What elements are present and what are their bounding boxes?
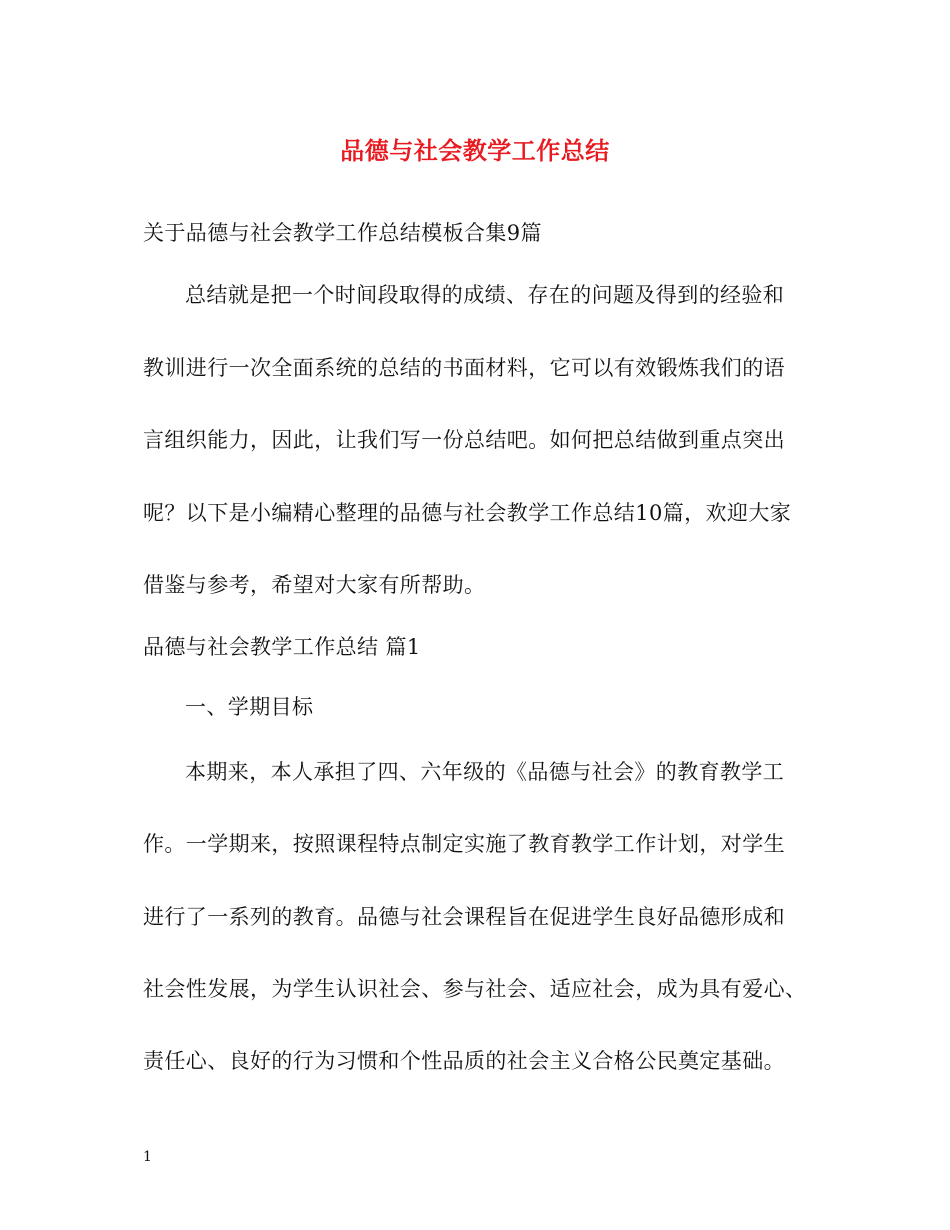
intro-line-4: 呢？以下是小编精心整理的品德与社会教学工作总结10篇，欢迎大家 [143, 501, 792, 525]
body-line-2: 作。一学期来，按照课程特点制定实施了教育教学工作计划，对学生 [143, 832, 785, 856]
intro-line-3: 言组织能力，因此，让我们写一份总结吧。如何把总结做到重点突出 [143, 428, 785, 452]
intro-line-1: 总结就是把一个时间段取得的成绩、存在的问题及得到的经验和 [185, 283, 785, 307]
body-line-5: 责任心、良好的行为习惯和个性品质的社会主义合格公民奠定基础。 [143, 1049, 785, 1073]
intro-line-5: 借鉴与参考，希望对大家有所帮助。 [143, 573, 486, 597]
section-heading: 品德与社会教学工作总结 篇1 [143, 635, 421, 659]
document-title: 品德与社会教学工作总结 [340, 136, 610, 165]
page-number: 1 [143, 1149, 152, 1165]
body-line-1: 本期来，本人承担了四、六年级的《品德与社会》的教育教学工 [185, 760, 785, 784]
body-line-3: 进行了一系列的教育。品德与社会课程旨在促进学生良好品德形成和 [143, 905, 785, 929]
body-line-4: 社会性发展，为学生认识社会、参与社会、适应社会，成为具有爱心、 [143, 977, 807, 1001]
intro-line-2: 教训进行一次全面系统的总结的书面材料，它可以有效锻炼我们的语 [143, 356, 785, 380]
document-subtitle: 关于品德与社会教学工作总结模板合集9篇 [143, 221, 542, 245]
section-subheading: 一、学期目标 [185, 695, 314, 719]
